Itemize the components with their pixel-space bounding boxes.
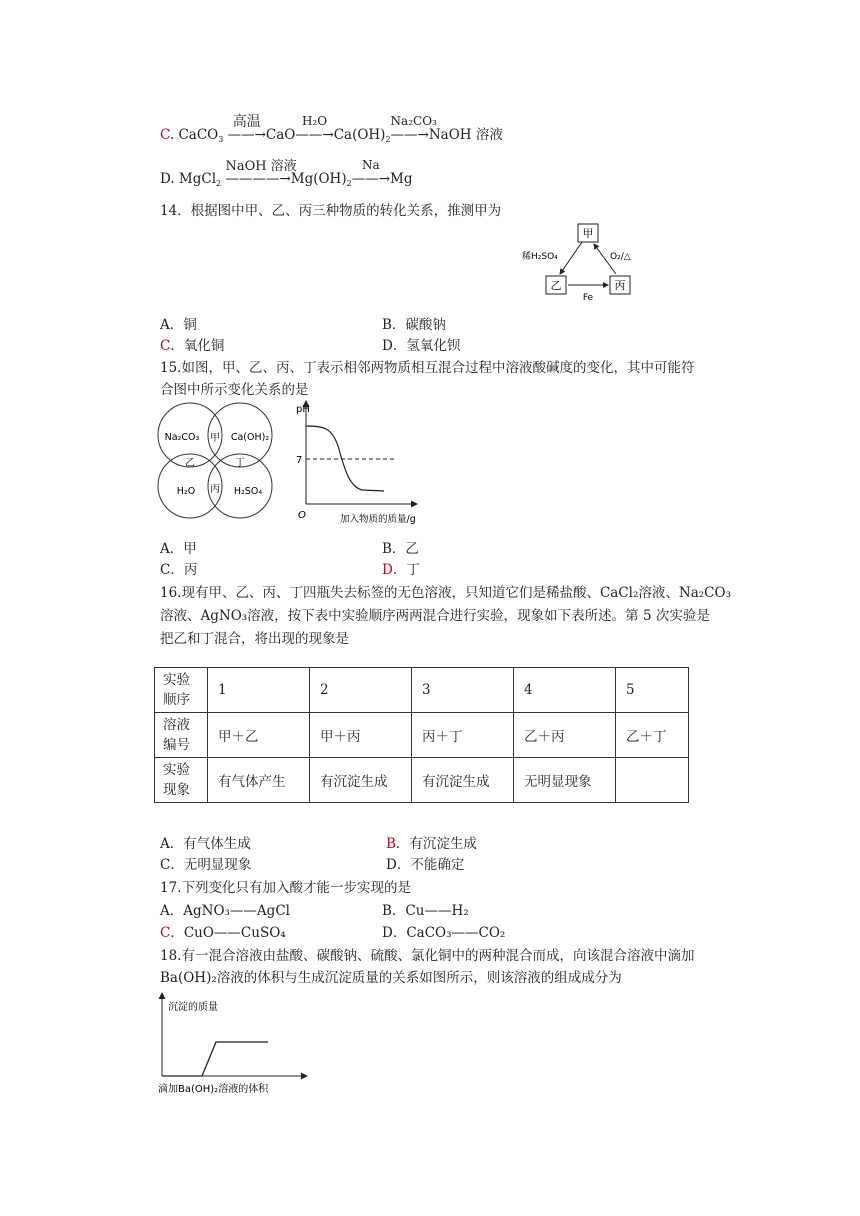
origin-label: O: [298, 510, 306, 521]
label-jia: 甲: [582, 227, 594, 240]
q18-precipitate-chart: [156, 990, 316, 1096]
arrow-naoh: NaOH 溶液 ————→: [225, 159, 297, 187]
q15-option-c[interactable]: C．丙: [160, 562, 198, 578]
table-cell: 丙＋丁: [412, 713, 514, 758]
table-cell: 有气体产生: [208, 758, 310, 803]
venn-bing: 丙: [210, 484, 220, 495]
table-row: [155, 668, 689, 713]
q17-stem: 17.下列变化只有加入酸才能一步实现的是: [160, 880, 411, 896]
table-row: [155, 758, 689, 803]
q16-option-b[interactable]: B．有沉淀生成: [386, 836, 477, 852]
arrow-na2co3: Na₂CO₃ ——→: [390, 114, 437, 143]
arrow-jia-to-yi: [560, 242, 582, 274]
q17-option-c[interactable]: C．CuO——CuSO₄: [160, 925, 286, 941]
y-axis-label: pH: [296, 404, 310, 415]
q17-option-a[interactable]: A．AgNO₃——AgCl: [160, 903, 290, 919]
venn-na2co3: Na₂CO₃: [164, 432, 200, 443]
q15-stem-line2: 合图中所示变化关系的是: [160, 382, 309, 398]
table-header-cell: 实验顺序: [155, 668, 208, 713]
table-cell: 2: [310, 668, 412, 713]
table-cell: 乙＋丙: [514, 713, 616, 758]
venn-caoh2: Ca(OH)₂: [230, 432, 270, 443]
arrow-na: Na ——→: [351, 158, 390, 187]
q15-option-d[interactable]: D．丁: [382, 562, 420, 578]
ph7-label: 7: [296, 455, 303, 466]
q16-option-d[interactable]: D．不能确定: [386, 857, 465, 873]
precipitate-curve: [162, 1042, 268, 1076]
table-cell: 无明显现象: [514, 758, 616, 803]
table-cell: 有沉淀生成: [310, 758, 412, 803]
table-cell: 4: [514, 668, 616, 713]
q16-option-c[interactable]: C．无明显现象: [160, 857, 252, 873]
table-cell: [616, 758, 689, 803]
q16-stem-line3: 把乙和丁混合，将出现的现象是: [160, 631, 349, 647]
y-axis-label: 沉淀的质量: [168, 1002, 218, 1013]
q14-option-c[interactable]: C．氧化铜: [160, 338, 225, 354]
table-cell: 1: [208, 668, 310, 713]
q16-stem-line2: 溶液、AgNO₃溶液，按下表中实验顺序两两混合进行实验，现象如下表所述。第 5 次实验是: [160, 608, 710, 624]
q16-option-a[interactable]: A．有气体生成: [160, 836, 251, 852]
q14-stem: 14．根据图中甲、乙、丙三种物质的转化关系，推测甲为: [160, 203, 502, 219]
q15-option-b[interactable]: B．乙: [382, 541, 419, 557]
label-dilute-h2so4: 稀H₂SO₄: [522, 252, 558, 262]
q13-option-c[interactable]: C. CaCO$_3$ 高温 ——→CaO H₂O $——\to Ca(OH)_2$ Na₂CO₃ ——→NaOH 溶液: [160, 114, 503, 144]
q14-option-a[interactable]: A．铜: [160, 317, 197, 333]
arrow-water: H₂O ——→: [295, 114, 334, 143]
x-axis-label: 加入物质的质量/g: [340, 514, 416, 525]
q18-stem-line2: Ba(OH)₂溶液的体积与生成沉淀质量的关系如图所示，则该溶液的组成成分为: [160, 970, 622, 986]
q14-option-b[interactable]: B．碳酸钠: [382, 317, 446, 333]
q15-stem-line1: 15.如图，甲、乙、丙、丁表示相邻两物质相互混合过程中溶液酸碱度的变化，其中可能符: [160, 360, 695, 376]
table-cell: 甲＋丙: [310, 713, 412, 758]
table-header-cell: 溶液编号: [155, 713, 208, 758]
table-cell: 5: [616, 668, 689, 713]
q17-option-b[interactable]: B．Cu——H₂: [382, 903, 469, 919]
label-bing: 丙: [614, 279, 626, 292]
table-row: [155, 713, 689, 758]
venn-h2so4: H₂SO₄: [233, 486, 263, 497]
q17-option-d[interactable]: D．CaCO₃——CO₂: [382, 925, 506, 941]
table-cell: 乙＋丁: [616, 713, 689, 758]
q15-ph-chart: [292, 396, 422, 528]
table-header-cell: 实验现象: [155, 758, 208, 803]
arrow-high-temp: 高温 ——→: [227, 114, 266, 143]
q15-option-a[interactable]: A．甲: [160, 541, 197, 557]
x-axis-label: 滴加Ba(OH)₂溶液的体积: [158, 1084, 269, 1095]
q13-option-d[interactable]: D. MgCl$_2$ NaOH 溶液 $————\to Mg(OH)_2$ Na ——→Mg: [160, 158, 413, 188]
label-yi: 乙: [550, 279, 562, 292]
q18-stem-line1: 18.有一混合溶液由盐酸、碳酸钠、硫酸、氯化铜中的两种混合而成，向该混合溶液中滴加: [160, 948, 695, 964]
venn-h2o: H₂O: [176, 486, 196, 497]
q15-venn-diagram: [156, 398, 276, 522]
table-cell: 甲＋乙: [208, 713, 310, 758]
table-cell: 有沉淀生成: [412, 758, 514, 803]
venn-jia: 甲: [210, 433, 220, 444]
q14-diagram: [520, 222, 650, 300]
label-o2-heat: O₂/△: [610, 252, 631, 262]
label-fe: Fe: [582, 293, 594, 300]
venn-yi: 乙: [185, 458, 195, 469]
q16-stem-line1: 16.现有甲、乙、丙、丁四瓶失去标签的无色溶液，只知道它们是稀盐酸、CaCl₂溶液、Na₂CO₃: [160, 585, 731, 601]
q16-experiment-table: [154, 667, 689, 803]
q14-option-d[interactable]: D．氢氧化钡: [382, 338, 461, 354]
venn-ding: 丁: [235, 458, 245, 469]
table-cell: 3: [412, 668, 514, 713]
